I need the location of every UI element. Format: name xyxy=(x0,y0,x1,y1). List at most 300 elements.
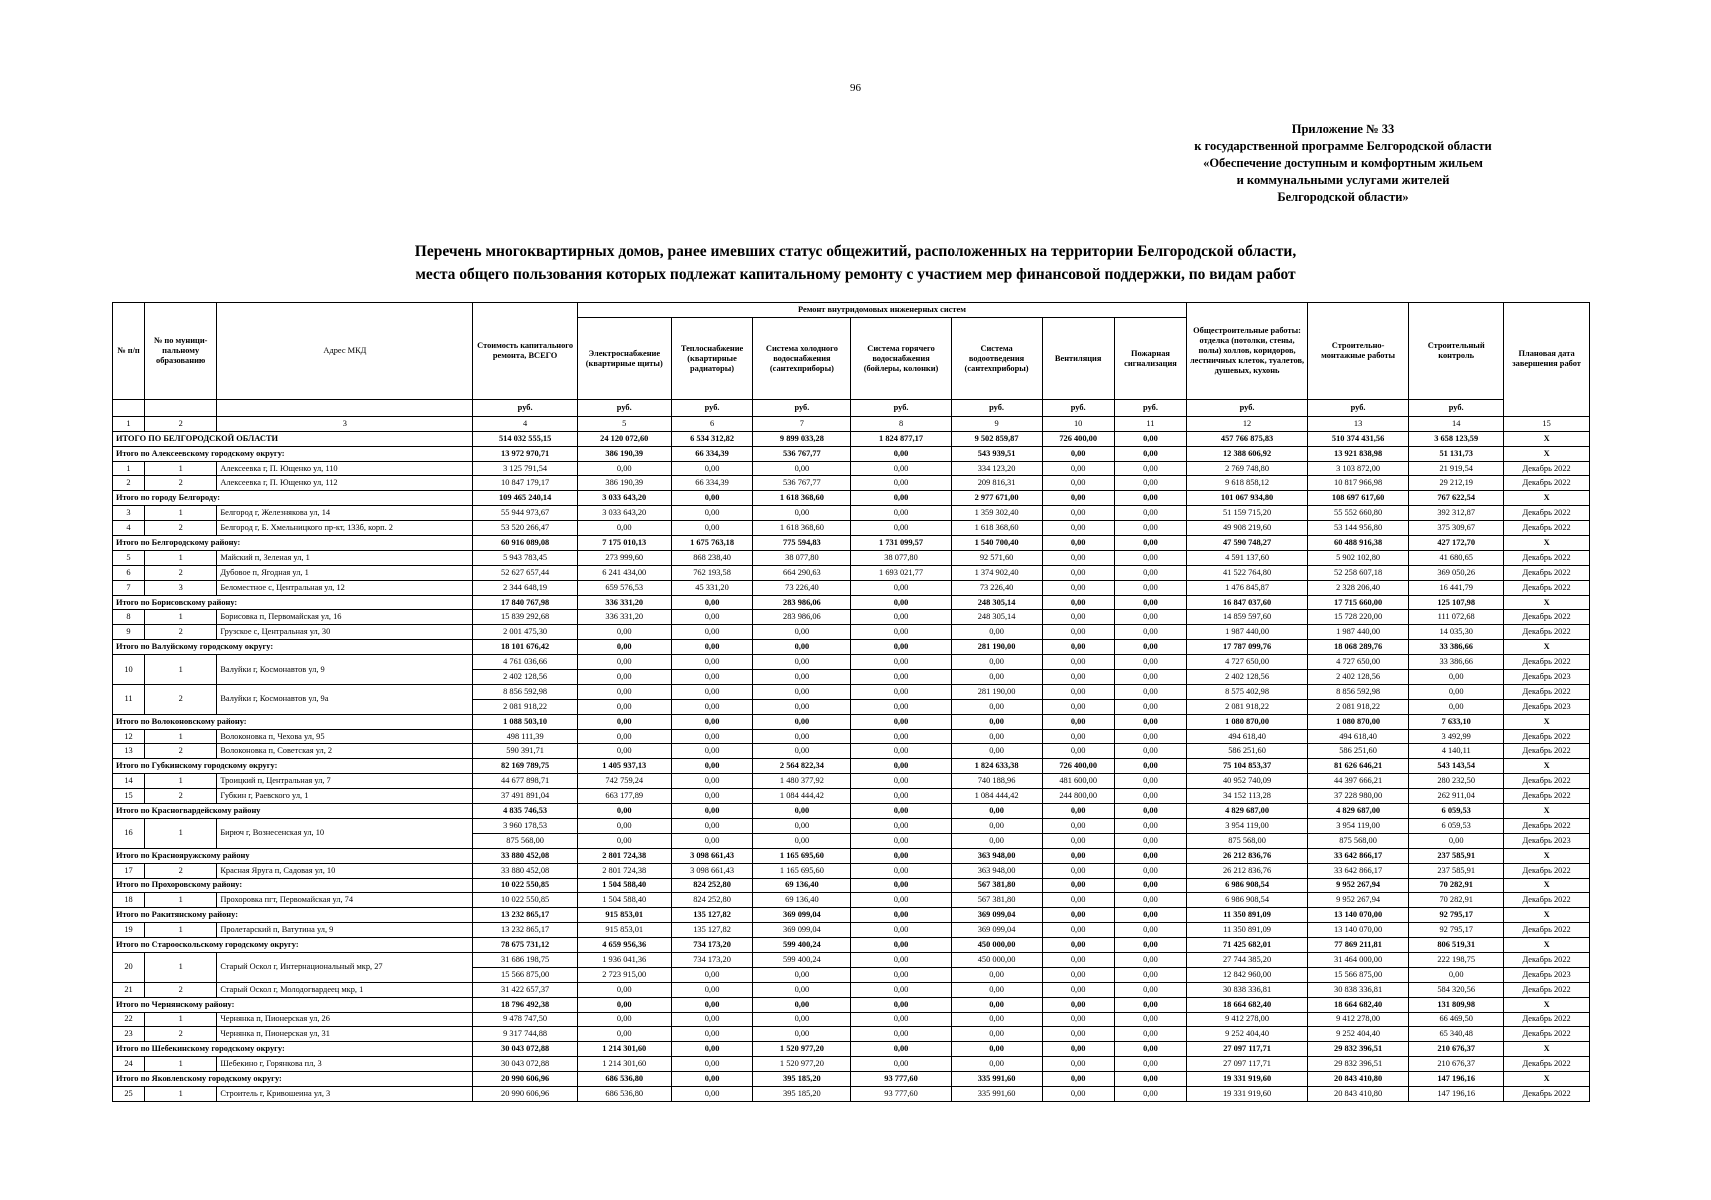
value-cell: 395 185,20 xyxy=(753,1072,851,1087)
value-cell: 0,00 xyxy=(951,804,1042,819)
row-number: 1 xyxy=(113,461,145,476)
value-cell: 131 809,98 xyxy=(1409,997,1504,1012)
value-cell: 4 761 036,66 xyxy=(473,655,577,670)
value-cell: 3 098 661,43 xyxy=(671,863,753,878)
value-cell: 262 911,04 xyxy=(1409,789,1504,804)
row-number: 7 xyxy=(113,580,145,595)
value-cell: 30 838 336,81 xyxy=(1187,982,1308,997)
value-cell: 0,00 xyxy=(1409,699,1504,714)
value-cell: 210 676,37 xyxy=(1409,1057,1504,1072)
value-cell: 457 766 875,83 xyxy=(1187,431,1308,446)
value-cell: 734 173,20 xyxy=(671,938,753,953)
value-cell: 868 238,40 xyxy=(671,550,753,565)
value-cell: 5 943 783,45 xyxy=(473,550,577,565)
value-cell: 0,00 xyxy=(951,818,1042,833)
value-cell: 29 212,19 xyxy=(1409,476,1504,491)
value-cell: 386 190,39 xyxy=(577,446,671,461)
subtotal-row xyxy=(113,1042,1590,1057)
appendix-line: «Обеспечение доступным и комфортным жильем xyxy=(1203,156,1483,170)
value-cell: 30 043 072,88 xyxy=(473,1042,577,1057)
value-cell: X xyxy=(1504,431,1590,446)
value-cell: 31 464 000,00 xyxy=(1307,952,1408,967)
value-cell: 0,00 xyxy=(671,684,753,699)
value-cell: 686 536,80 xyxy=(577,1072,671,1087)
value-cell: 52 627 657,44 xyxy=(473,565,577,580)
value-cell: 0,00 xyxy=(577,1012,671,1027)
value-cell: 0,00 xyxy=(577,714,671,729)
value-cell: Декабрь 2022 xyxy=(1504,1027,1590,1042)
value-cell: Декабрь 2023 xyxy=(1504,670,1590,685)
municipal-number: 1 xyxy=(145,774,217,789)
value-cell: 18 068 289,76 xyxy=(1307,640,1408,655)
value-cell: Декабрь 2022 xyxy=(1504,1086,1590,1101)
value-cell: 2 001 475,30 xyxy=(473,625,577,640)
value-cell: 4 727 650,00 xyxy=(1187,655,1308,670)
value-cell: 71 425 682,01 xyxy=(1187,938,1308,953)
value-cell: 0,00 xyxy=(671,595,753,610)
value-cell: 0,00 xyxy=(851,848,951,863)
value-cell: 0,00 xyxy=(753,684,851,699)
value-cell: 0,00 xyxy=(1042,506,1114,521)
value-cell: 14 035,30 xyxy=(1409,625,1504,640)
row-number: 21 xyxy=(113,982,145,997)
value-cell: 0,00 xyxy=(1114,1057,1186,1072)
value-cell: 0,00 xyxy=(1114,521,1186,536)
value-cell: 2 977 671,00 xyxy=(951,491,1042,506)
value-cell: 0,00 xyxy=(1042,967,1114,982)
value-cell: 3 954 119,00 xyxy=(1307,818,1408,833)
value-cell: 1 731 099,57 xyxy=(851,536,951,551)
table-header xyxy=(113,303,1590,432)
value-cell: 248 305,14 xyxy=(951,610,1042,625)
value-cell: 824 252,80 xyxy=(671,878,753,893)
value-cell: 0,00 xyxy=(1042,908,1114,923)
header-cold: Система холодного водоснабжения (сантехприборы) xyxy=(753,318,851,400)
value-cell: 49 908 219,60 xyxy=(1187,521,1308,536)
row-number: 8 xyxy=(113,610,145,625)
value-cell: 1 084 444,42 xyxy=(951,789,1042,804)
value-cell: 0,00 xyxy=(1042,938,1114,953)
value-cell: 26 212 836,76 xyxy=(1187,863,1308,878)
value-cell: 0,00 xyxy=(1042,1072,1114,1087)
value-cell: 1 374 902,40 xyxy=(951,565,1042,580)
value-cell: 9 618 858,12 xyxy=(1187,476,1308,491)
value-cell: 0,00 xyxy=(671,997,753,1012)
value-cell: 0,00 xyxy=(1042,893,1114,908)
value-cell: 9 952 267,94 xyxy=(1307,878,1408,893)
value-cell: Декабрь 2022 xyxy=(1504,521,1590,536)
value-cell: 726 400,00 xyxy=(1042,759,1114,774)
appendix-block xyxy=(1133,121,1553,206)
value-cell: 10 022 550,85 xyxy=(473,893,577,908)
value-cell: 335 991,60 xyxy=(951,1072,1042,1087)
value-cell: 0,00 xyxy=(851,863,951,878)
value-cell: 0,00 xyxy=(1042,804,1114,819)
value-cell: 2 402 128,56 xyxy=(473,670,577,685)
value-cell: 20 843 410,80 xyxy=(1307,1072,1408,1087)
appendix-line: Приложение № 33 xyxy=(1291,122,1395,136)
column-number: 11 xyxy=(1114,416,1186,431)
row-number: 10 xyxy=(113,655,145,685)
value-cell: Декабрь 2022 xyxy=(1504,818,1590,833)
value-cell: Декабрь 2023 xyxy=(1504,967,1590,982)
value-cell: 1 359 302,40 xyxy=(951,506,1042,521)
value-cell: 52 258 607,18 xyxy=(1307,565,1408,580)
value-cell: 334 123,20 xyxy=(951,461,1042,476)
value-cell: 13 972 970,71 xyxy=(473,446,577,461)
value-cell: 222 198,75 xyxy=(1409,952,1504,967)
row-number: 3 xyxy=(113,506,145,521)
value-cell: 244 800,00 xyxy=(1042,789,1114,804)
value-cell: 78 675 731,12 xyxy=(473,938,577,953)
subtotal-label: Итого по Краснояружскому району xyxy=(113,848,473,863)
address-cell: Алексеевка г, П. Ющенко ул, 112 xyxy=(217,476,473,491)
value-cell: X xyxy=(1504,997,1590,1012)
subtotal-row xyxy=(113,1072,1590,1087)
value-cell: 0,00 xyxy=(1114,982,1186,997)
value-cell: 0,00 xyxy=(671,1072,753,1087)
value-cell: 7 633,10 xyxy=(1409,714,1504,729)
value-cell: X xyxy=(1504,878,1590,893)
value-cell: 81 626 646,21 xyxy=(1307,759,1408,774)
value-cell: 915 853,01 xyxy=(577,908,671,923)
municipal-number: 1 xyxy=(145,952,217,982)
value-cell: 55 944 973,67 xyxy=(473,506,577,521)
value-cell: 1 618 368,60 xyxy=(753,491,851,506)
table-row xyxy=(113,893,1590,908)
header-heat: Теплоснабжение (квартирные радиаторы) xyxy=(671,318,753,400)
municipal-number: 1 xyxy=(145,1057,217,1072)
value-cell: 15 566 875,00 xyxy=(1307,967,1408,982)
value-cell: 0,00 xyxy=(753,506,851,521)
value-cell: 13 140 070,00 xyxy=(1307,923,1408,938)
value-cell: 762 193,58 xyxy=(671,565,753,580)
table-row xyxy=(113,506,1590,521)
column-number: 2 xyxy=(145,416,217,431)
header-vent: Вентиляция xyxy=(1042,318,1114,400)
value-cell: 494 618,40 xyxy=(1307,729,1408,744)
column-number: 15 xyxy=(1504,416,1590,431)
value-cell: 19 331 919,60 xyxy=(1187,1072,1308,1087)
value-cell: 44 397 666,21 xyxy=(1307,774,1408,789)
value-cell: 369 099,04 xyxy=(951,908,1042,923)
value-cell: 65 340,48 xyxy=(1409,1027,1504,1042)
header-total: Стоимость капитального ремонта, ВСЕГО xyxy=(473,303,577,400)
value-cell: 18 664 682,40 xyxy=(1187,997,1308,1012)
unit-cell: руб. xyxy=(1409,400,1504,417)
value-cell: X xyxy=(1504,491,1590,506)
value-cell: Декабрь 2022 xyxy=(1504,1012,1590,1027)
value-cell: 0,00 xyxy=(851,1042,951,1057)
value-cell: 767 622,54 xyxy=(1409,491,1504,506)
table-row xyxy=(113,461,1590,476)
row-number: 14 xyxy=(113,774,145,789)
value-cell: 0,00 xyxy=(951,982,1042,997)
value-cell: 0,00 xyxy=(1114,818,1186,833)
value-cell: 6 534 312,82 xyxy=(671,431,753,446)
address-cell: Валуйки г, Космонавтов ул, 9а xyxy=(217,684,473,714)
subtotal-label: Итого по Прохоровскому району: xyxy=(113,878,473,893)
value-cell: 0,00 xyxy=(1114,878,1186,893)
value-cell: Декабрь 2022 xyxy=(1504,923,1590,938)
address-cell: Дубовое п, Ягодная ул, 1 xyxy=(217,565,473,580)
value-cell: 37 491 891,04 xyxy=(473,789,577,804)
table-body xyxy=(113,431,1590,1101)
value-cell: 0,00 xyxy=(1114,744,1186,759)
value-cell: 1 693 021,77 xyxy=(851,565,951,580)
subtotal-label: Итого по Чернянскому району: xyxy=(113,997,473,1012)
column-number: 14 xyxy=(1409,416,1504,431)
value-cell: 0,00 xyxy=(951,833,1042,848)
address-cell: Старый Оскол г, Интернациональный мкр, 27 xyxy=(217,952,473,982)
table-row xyxy=(113,580,1590,595)
value-cell: 0,00 xyxy=(1114,699,1186,714)
row-number: 6 xyxy=(113,565,145,580)
value-cell: 3 954 119,00 xyxy=(1187,818,1308,833)
subtotal-row xyxy=(113,595,1590,610)
address-cell: Беломестное с, Центральная ул, 12 xyxy=(217,580,473,595)
header-sewer: Система водоотведения (сантехприборы) xyxy=(951,318,1042,400)
value-cell: 9 252 404,40 xyxy=(1307,1027,1408,1042)
value-cell: 0,00 xyxy=(671,774,753,789)
value-cell: 369 099,04 xyxy=(753,923,851,938)
municipal-number: 1 xyxy=(145,655,217,685)
value-cell: 536 767,77 xyxy=(753,476,851,491)
header-num: № п/п xyxy=(113,303,145,400)
value-cell: 13 232 865,17 xyxy=(473,908,577,923)
value-cell: 0,00 xyxy=(851,729,951,744)
value-cell: 33 386,66 xyxy=(1409,655,1504,670)
value-cell: X xyxy=(1504,759,1590,774)
value-cell: 18 664 682,40 xyxy=(1307,997,1408,1012)
value-cell: 0,00 xyxy=(1114,446,1186,461)
column-number: 7 xyxy=(753,416,851,431)
value-cell: Декабрь 2022 xyxy=(1504,774,1590,789)
value-cell: 1 540 700,40 xyxy=(951,536,1042,551)
value-cell: 0,00 xyxy=(577,833,671,848)
value-cell: 0,00 xyxy=(671,967,753,982)
table-row xyxy=(113,952,1590,967)
value-cell: 0,00 xyxy=(1409,833,1504,848)
value-cell: 386 190,39 xyxy=(577,476,671,491)
value-cell: 0,00 xyxy=(1114,923,1186,938)
value-cell: 0,00 xyxy=(671,818,753,833)
value-cell: 3 125 791,54 xyxy=(473,461,577,476)
value-cell: 0,00 xyxy=(671,625,753,640)
value-cell: 0,00 xyxy=(671,729,753,744)
value-cell: Декабрь 2022 xyxy=(1504,789,1590,804)
value-cell: 0,00 xyxy=(577,461,671,476)
value-cell: 0,00 xyxy=(577,625,671,640)
value-cell: 450 000,00 xyxy=(951,938,1042,953)
value-cell: 10 847 179,17 xyxy=(473,476,577,491)
value-cell: 0,00 xyxy=(671,610,753,625)
value-cell: 0,00 xyxy=(753,461,851,476)
value-cell: 0,00 xyxy=(1042,1027,1114,1042)
address-cell: Чернянка п, Пионерская ул, 31 xyxy=(217,1027,473,1042)
value-cell: 69 136,40 xyxy=(753,893,851,908)
header-hot: Система горячего водоснабжения (бойлеры, колонки) xyxy=(851,318,951,400)
value-cell: 0,00 xyxy=(1042,461,1114,476)
unit-cell: руб. xyxy=(1042,400,1114,417)
value-cell: 0,00 xyxy=(951,670,1042,685)
value-cell: 0,00 xyxy=(851,878,951,893)
value-cell: 20 990 606,96 xyxy=(473,1072,577,1087)
unit-cell: руб. xyxy=(1187,400,1308,417)
value-cell: 0,00 xyxy=(1114,848,1186,863)
subtotal-row xyxy=(113,491,1590,506)
header-date: Плановая дата завершения работ xyxy=(1504,303,1590,417)
header-address: Адрес МКД xyxy=(217,303,473,400)
value-cell: 0,00 xyxy=(1042,610,1114,625)
subtotal-label: Итого по Яковлевскому городскому округу: xyxy=(113,1072,473,1087)
value-cell: 0,00 xyxy=(577,670,671,685)
row-number: 17 xyxy=(113,863,145,878)
value-cell: X xyxy=(1504,1042,1590,1057)
value-cell: 9 412 278,00 xyxy=(1187,1012,1308,1027)
value-cell: 1 080 870,00 xyxy=(1187,714,1308,729)
value-cell: 0,00 xyxy=(951,1042,1042,1057)
value-cell: 498 111,39 xyxy=(473,729,577,744)
value-cell: 1 405 937,13 xyxy=(577,759,671,774)
address-cell: Майский п, Зеленая ул, 1 xyxy=(217,550,473,565)
value-cell: 0,00 xyxy=(753,670,851,685)
value-cell: 0,00 xyxy=(951,1027,1042,1042)
value-cell: 2 081 918,22 xyxy=(1307,699,1408,714)
value-cell: 0,00 xyxy=(1114,729,1186,744)
row-number: 13 xyxy=(113,744,145,759)
value-cell: 13 232 865,17 xyxy=(473,923,577,938)
value-cell: 14 859 597,60 xyxy=(1187,610,1308,625)
value-cell: 1 987 440,00 xyxy=(1187,625,1308,640)
address-cell: Грузское с, Центральная ул, 30 xyxy=(217,625,473,640)
value-cell: 0,00 xyxy=(1114,625,1186,640)
subtotal-row xyxy=(113,804,1590,819)
value-cell: 13 921 838,98 xyxy=(1307,446,1408,461)
value-cell: 0,00 xyxy=(753,967,851,982)
subtotal-label: Итого по Белгородскому району: xyxy=(113,536,473,551)
value-cell: 0,00 xyxy=(671,655,753,670)
unit-cell: руб. xyxy=(753,400,851,417)
column-number: 6 xyxy=(671,416,753,431)
value-cell: 481 600,00 xyxy=(1042,774,1114,789)
value-cell: 0,00 xyxy=(1114,491,1186,506)
value-cell: 92 571,60 xyxy=(951,550,1042,565)
value-cell: 0,00 xyxy=(577,1027,671,1042)
value-cell: 0,00 xyxy=(851,923,951,938)
value-cell: 0,00 xyxy=(851,1012,951,1027)
value-cell: 1 504 588,40 xyxy=(577,878,671,893)
value-cell: 0,00 xyxy=(1114,580,1186,595)
value-cell: 44 677 898,71 xyxy=(473,774,577,789)
row-number: 12 xyxy=(113,729,145,744)
municipal-number: 1 xyxy=(145,893,217,908)
municipal-number: 3 xyxy=(145,580,217,595)
value-cell: 1 214 301,60 xyxy=(577,1042,671,1057)
row-number: 18 xyxy=(113,893,145,908)
value-cell: 0,00 xyxy=(1114,1012,1186,1027)
value-cell: 4 829 687,00 xyxy=(1307,804,1408,819)
municipal-number: 1 xyxy=(145,923,217,938)
table-row xyxy=(113,1057,1590,1072)
value-cell: 806 519,31 xyxy=(1409,938,1504,953)
table-row xyxy=(113,818,1590,833)
municipal-number: 2 xyxy=(145,684,217,714)
value-cell: 0,00 xyxy=(671,1086,753,1101)
value-cell: 0,00 xyxy=(951,997,1042,1012)
value-cell: X xyxy=(1504,1072,1590,1087)
value-cell: 101 067 934,80 xyxy=(1187,491,1308,506)
value-cell: Декабрь 2022 xyxy=(1504,506,1590,521)
value-cell: 0,00 xyxy=(851,461,951,476)
value-cell: 586 251,60 xyxy=(1187,744,1308,759)
value-cell: 1 080 870,00 xyxy=(1307,714,1408,729)
value-cell: 73 226,40 xyxy=(951,580,1042,595)
value-cell: 0,00 xyxy=(1114,997,1186,1012)
value-cell: 0,00 xyxy=(577,655,671,670)
address-cell: Прохоровка пгт, Первомайская ул, 74 xyxy=(217,893,473,908)
value-cell: 75 104 853,37 xyxy=(1187,759,1308,774)
value-cell: 9 317 744,88 xyxy=(473,1027,577,1042)
value-cell: 0,00 xyxy=(671,833,753,848)
value-cell: Декабрь 2022 xyxy=(1504,893,1590,908)
value-cell: 0,00 xyxy=(851,625,951,640)
value-cell: 0,00 xyxy=(1042,952,1114,967)
value-cell: 0,00 xyxy=(851,714,951,729)
value-cell: 33 880 452,08 xyxy=(473,848,577,863)
value-cell: 0,00 xyxy=(851,684,951,699)
value-cell: 1 165 695,60 xyxy=(753,863,851,878)
municipal-number: 2 xyxy=(145,982,217,997)
municipal-number: 1 xyxy=(145,610,217,625)
value-cell: 0,00 xyxy=(1114,1072,1186,1087)
value-cell: 27 097 117,71 xyxy=(1187,1057,1308,1072)
value-cell: 450 000,00 xyxy=(951,952,1042,967)
municipal-number: 2 xyxy=(145,521,217,536)
unit-cell: руб. xyxy=(1114,400,1186,417)
value-cell: 283 986,06 xyxy=(753,595,851,610)
municipal-number: 2 xyxy=(145,789,217,804)
value-cell: Декабрь 2022 xyxy=(1504,580,1590,595)
value-cell: 0,00 xyxy=(1042,640,1114,655)
subtotal-row xyxy=(113,759,1590,774)
value-cell: 0,00 xyxy=(671,744,753,759)
value-cell: 0,00 xyxy=(671,982,753,997)
value-cell: 1 618 368,60 xyxy=(753,521,851,536)
value-cell: 82 169 789,75 xyxy=(473,759,577,774)
value-cell: 0,00 xyxy=(851,967,951,982)
header-fire: Пожарная сигнализация xyxy=(1114,318,1186,400)
value-cell: 0,00 xyxy=(671,1042,753,1057)
value-cell: 0,00 xyxy=(671,789,753,804)
value-cell: 0,00 xyxy=(851,789,951,804)
value-cell: 1 504 588,40 xyxy=(577,893,671,908)
municipal-number: 2 xyxy=(145,863,217,878)
table-row xyxy=(113,729,1590,744)
value-cell: 70 282,91 xyxy=(1409,893,1504,908)
value-cell: 740 188,96 xyxy=(951,774,1042,789)
municipal-number: 2 xyxy=(145,1027,217,1042)
row-number: 16 xyxy=(113,818,145,848)
value-cell: 4 727 650,00 xyxy=(1307,655,1408,670)
subtotal-label: Итого по Шебекинскому городскому округу: xyxy=(113,1042,473,1057)
value-cell: 135 127,82 xyxy=(671,923,753,938)
row-number: 25 xyxy=(113,1086,145,1101)
value-cell: 2 723 915,00 xyxy=(577,967,671,982)
municipal-number: 1 xyxy=(145,506,217,521)
title-line: места общего пользования которых подлежат капитальному ремонту с участием мер финансовой поддержки, по видам работ xyxy=(415,266,1296,283)
value-cell: 12 842 960,00 xyxy=(1187,967,1308,982)
